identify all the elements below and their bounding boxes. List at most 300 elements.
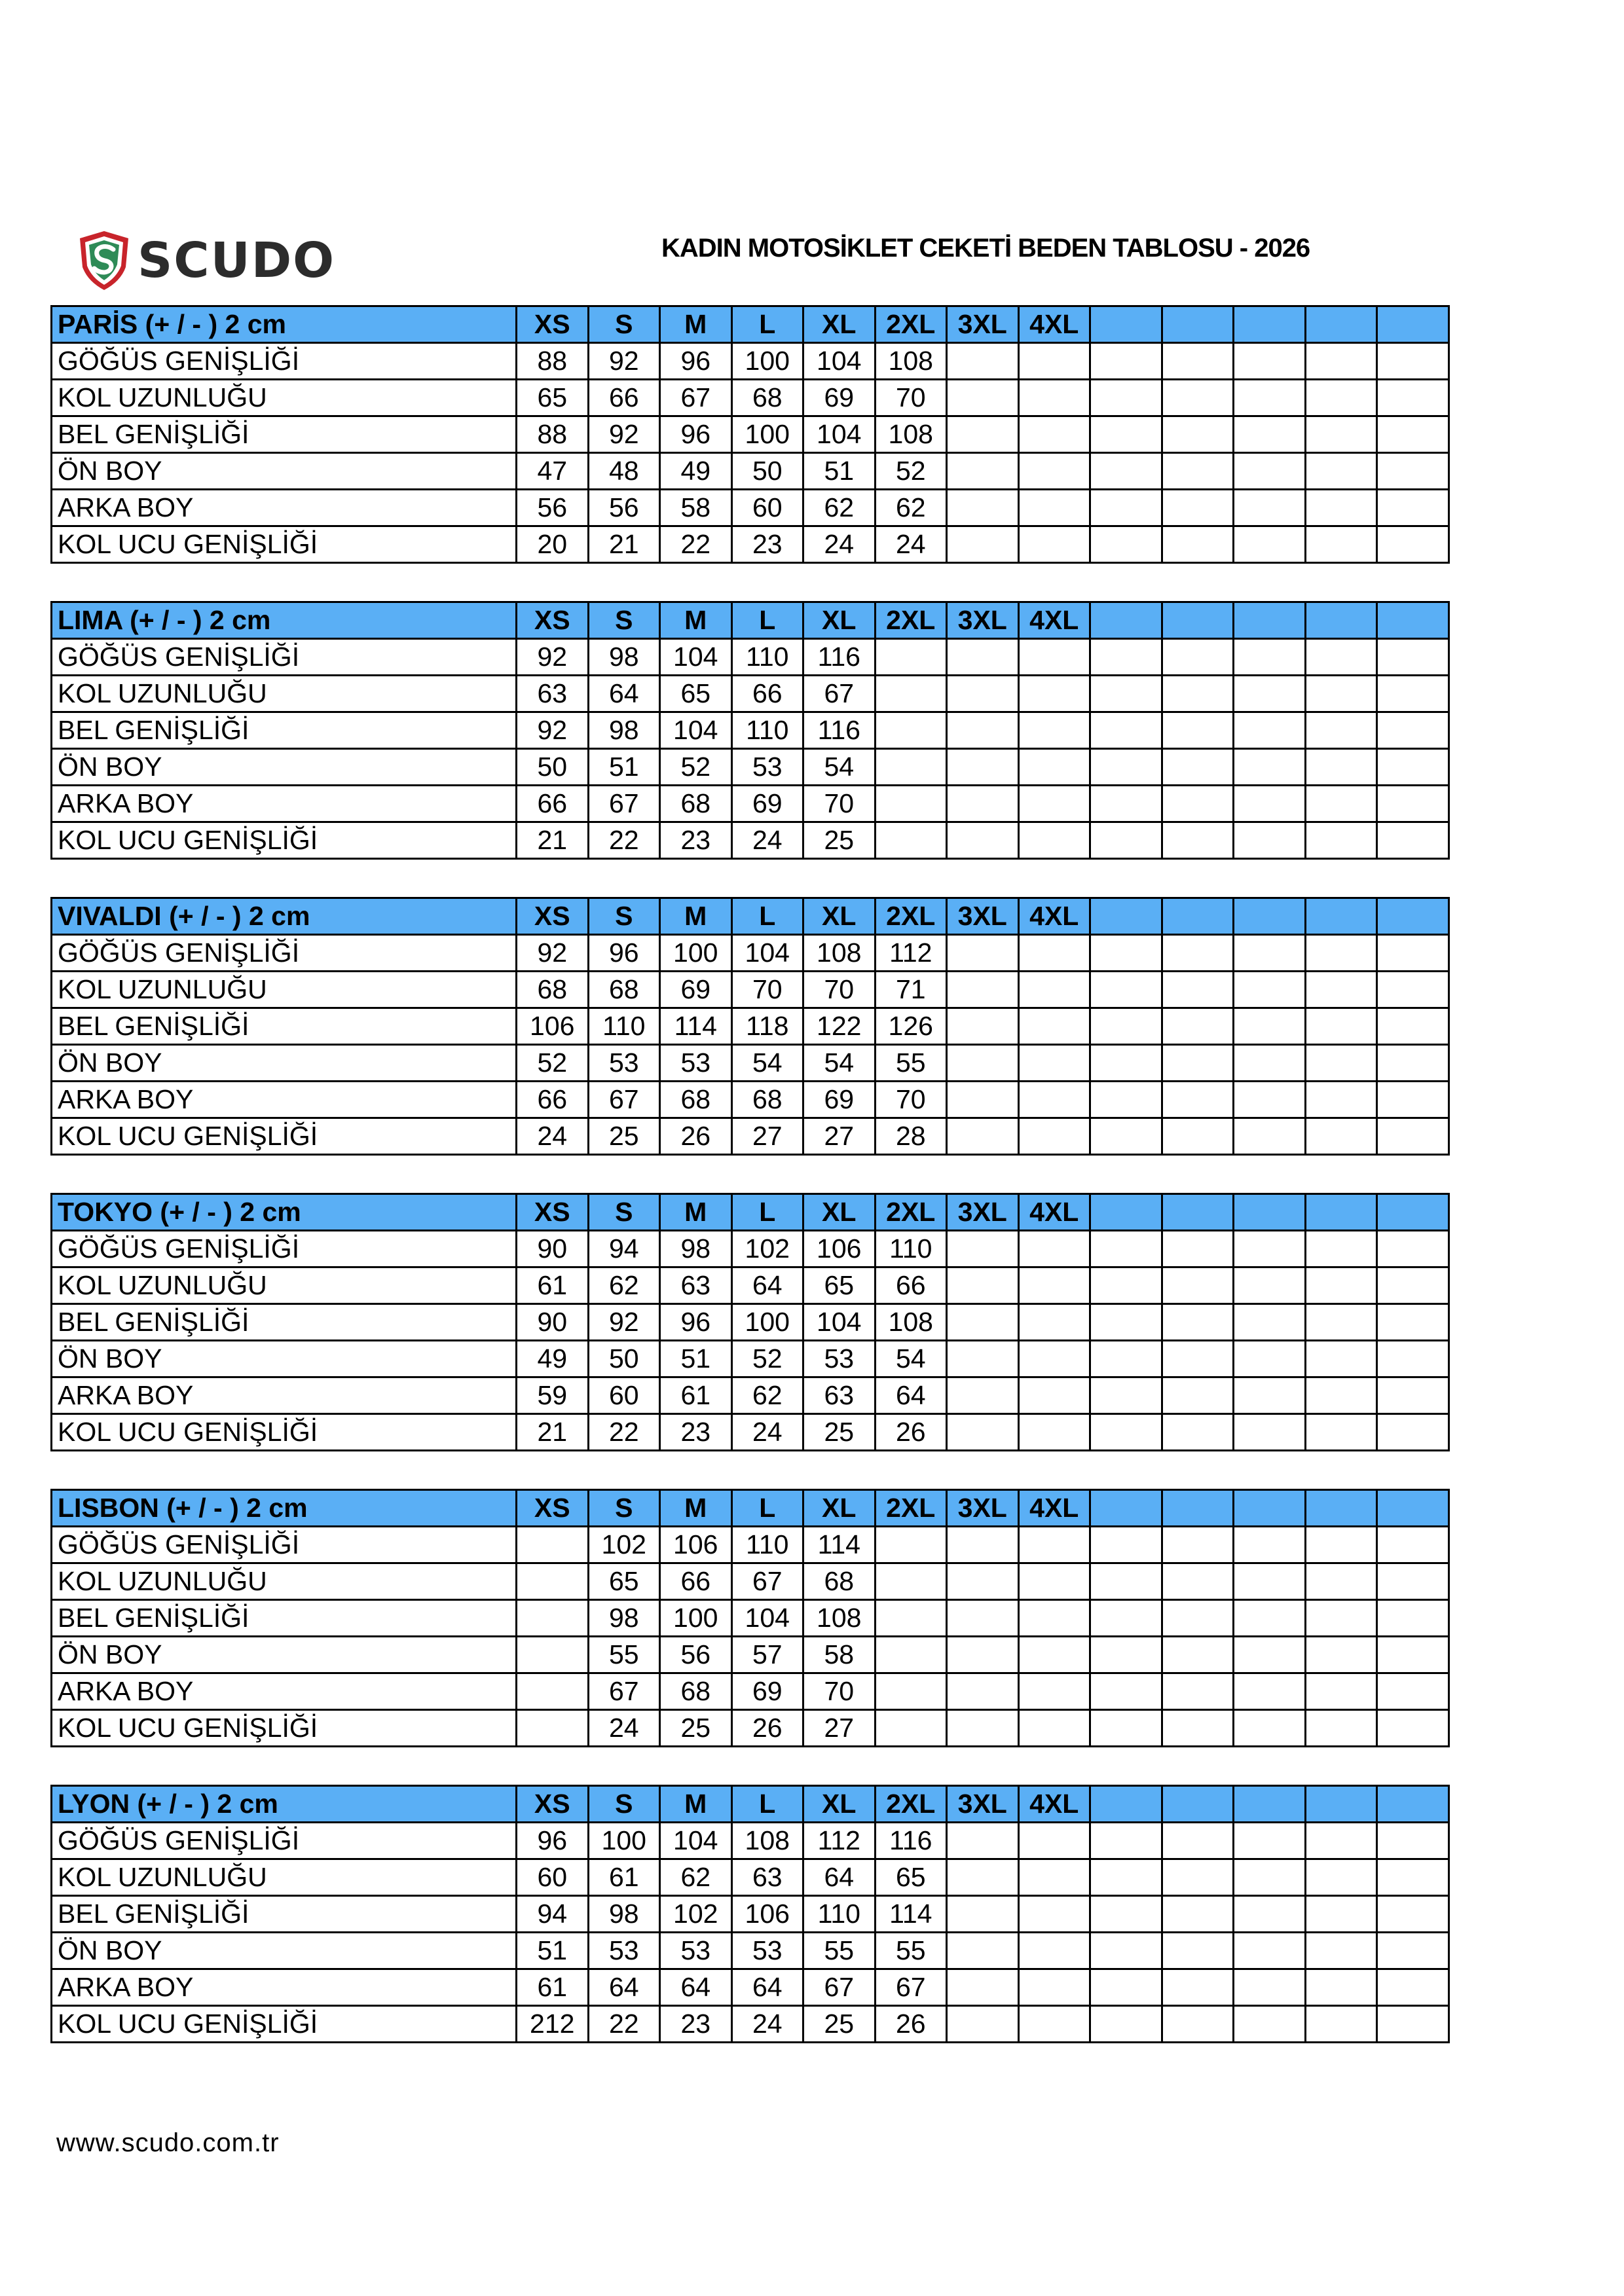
measurement-value: 69: [731, 1673, 803, 1710]
measurement-value: 104: [731, 935, 803, 972]
measurement-value: [1162, 1823, 1234, 1859]
measurement-value: 70: [803, 1673, 876, 1710]
size-header: S: [588, 1490, 660, 1527]
measurement-value: 104: [660, 1823, 732, 1859]
size-header: M: [660, 898, 732, 935]
table-row: [52, 1267, 1449, 1304]
measurement-value: 62: [731, 1377, 803, 1414]
size-header: [1162, 602, 1234, 639]
measurement-value: [875, 639, 947, 676]
measurement-label: KOL UCU GENİŞLİĞİ: [52, 1414, 517, 1451]
measurement-value: [1090, 1527, 1162, 1563]
measurement-value: 67: [803, 676, 876, 712]
measurement-value: [1018, 1859, 1090, 1896]
measurement-value: [1018, 972, 1090, 1008]
measurement-value: [947, 1008, 1019, 1045]
measurement-value: 53: [731, 1933, 803, 1969]
measurement-value: 24: [731, 822, 803, 859]
measurement-value: 49: [660, 453, 732, 490]
table-row: [52, 1710, 1449, 1747]
measurement-value: [947, 1231, 1019, 1267]
measurement-value: [947, 416, 1019, 453]
measurement-value: [1377, 1377, 1449, 1414]
measurement-value: [1305, 1304, 1377, 1341]
measurement-value: [1377, 1527, 1449, 1563]
measurement-value: 67: [731, 1563, 803, 1600]
measurement-value: 66: [660, 1563, 732, 1600]
measurement-value: [517, 1673, 589, 1710]
measurement-value: [1305, 1969, 1377, 2006]
measurement-value: [1305, 1341, 1377, 1377]
measurement-value: [1162, 1045, 1234, 1082]
size-header: 3XL: [947, 898, 1019, 935]
measurement-value: [1018, 712, 1090, 749]
measurement-value: 68: [731, 1082, 803, 1118]
measurement-value: 67: [803, 1969, 876, 2006]
measurement-value: [1377, 749, 1449, 786]
measurement-value: [1305, 1527, 1377, 1563]
measurement-label: GÖĞÜS GENİŞLİĞİ: [52, 639, 517, 676]
measurement-value: [1162, 343, 1234, 380]
measurement-value: 26: [660, 1118, 732, 1155]
table-header-row: [52, 306, 1449, 343]
size-header: M: [660, 1490, 732, 1527]
measurement-value: [1305, 1673, 1377, 1710]
measurement-label: BEL GENİŞLİĞİ: [52, 712, 517, 749]
table-row: [52, 453, 1449, 490]
size-header: 4XL: [1018, 306, 1090, 343]
measurement-value: 94: [588, 1231, 660, 1267]
measurement-value: 68: [731, 380, 803, 416]
measurement-value: [1162, 1969, 1234, 2006]
measurement-value: [1090, 1859, 1162, 1896]
measurement-value: [1018, 1008, 1090, 1045]
table-row: [52, 1231, 1449, 1267]
measurement-value: 50: [588, 1341, 660, 1377]
measurement-value: [1090, 1896, 1162, 1933]
measurement-value: [1090, 343, 1162, 380]
size-table: [50, 601, 1450, 860]
size-header: L: [731, 1194, 803, 1231]
measurement-value: [947, 343, 1019, 380]
measurement-value: [1305, 712, 1377, 749]
measurement-value: 62: [803, 490, 876, 526]
measurement-value: 104: [803, 416, 876, 453]
size-header: 3XL: [947, 1786, 1019, 1823]
measurement-value: [1305, 1563, 1377, 1600]
table-row: [52, 1859, 1449, 1896]
measurement-value: [1305, 1637, 1377, 1673]
measurement-value: [1377, 1637, 1449, 1673]
measurement-value: 66: [517, 786, 589, 822]
measurement-value: 51: [517, 1933, 589, 1969]
size-header: XS: [517, 306, 589, 343]
measurement-value: [1162, 1710, 1234, 1747]
size-header: XL: [803, 1490, 876, 1527]
size-header: [1377, 602, 1449, 639]
measurement-value: [875, 786, 947, 822]
table-row: [52, 972, 1449, 1008]
measurement-value: 27: [803, 1118, 876, 1155]
measurement-value: [1162, 749, 1234, 786]
measurement-label: BEL GENİŞLİĞİ: [52, 1600, 517, 1637]
size-header: 3XL: [947, 1194, 1019, 1231]
size-header: [1305, 898, 1377, 935]
size-header: 4XL: [1018, 1490, 1090, 1527]
measurement-value: [1305, 1377, 1377, 1414]
size-header: [1234, 1194, 1306, 1231]
measurement-label: GÖĞÜS GENİŞLİĞİ: [52, 935, 517, 972]
measurement-value: [1090, 1637, 1162, 1673]
measurement-label: ARKA BOY: [52, 1673, 517, 1710]
measurement-value: 52: [660, 749, 732, 786]
measurement-value: [1305, 1823, 1377, 1859]
size-header: 2XL: [875, 1490, 947, 1527]
measurement-value: [1090, 380, 1162, 416]
size-header: L: [731, 1490, 803, 1527]
measurement-value: [517, 1527, 589, 1563]
measurement-value: 92: [588, 343, 660, 380]
measurement-value: [947, 1118, 1019, 1155]
measurement-value: 23: [660, 1414, 732, 1451]
measurement-value: [1377, 1859, 1449, 1896]
measurement-value: [1018, 822, 1090, 859]
measurement-value: 114: [803, 1527, 876, 1563]
measurement-value: [1090, 786, 1162, 822]
measurement-value: [1090, 1563, 1162, 1600]
measurement-value: [1090, 972, 1162, 1008]
measurement-value: [875, 749, 947, 786]
measurement-label: KOL UCU GENİŞLİĞİ: [52, 1710, 517, 1747]
measurement-value: [947, 676, 1019, 712]
measurement-value: [1234, 1600, 1306, 1637]
measurement-value: 57: [731, 1637, 803, 1673]
measurement-value: 66: [588, 380, 660, 416]
measurement-value: [1162, 712, 1234, 749]
measurement-value: [1377, 1414, 1449, 1451]
measurement-value: 61: [660, 1377, 732, 1414]
measurement-value: 21: [588, 526, 660, 563]
size-header: XL: [803, 306, 876, 343]
measurement-value: 110: [731, 1527, 803, 1563]
measurement-value: 58: [660, 490, 732, 526]
measurement-label: ARKA BOY: [52, 1377, 517, 1414]
measurement-value: [1018, 935, 1090, 972]
measurement-value: 52: [517, 1045, 589, 1082]
measurement-value: [1018, 1969, 1090, 2006]
measurement-value: [875, 1710, 947, 1747]
measurement-value: 55: [875, 1933, 947, 1969]
measurement-value: 64: [588, 676, 660, 712]
measurement-value: 23: [660, 822, 732, 859]
measurement-value: [1162, 1008, 1234, 1045]
measurement-value: 116: [803, 639, 876, 676]
measurement-value: [1090, 1414, 1162, 1451]
size-header: L: [731, 1786, 803, 1823]
measurement-value: [1018, 1231, 1090, 1267]
measurement-value: [1305, 526, 1377, 563]
measurement-value: [1305, 1231, 1377, 1267]
table-row: [52, 1563, 1449, 1600]
size-header: [1305, 1194, 1377, 1231]
measurement-value: 104: [660, 639, 732, 676]
measurement-value: 122: [803, 1008, 876, 1045]
measurement-value: [1305, 380, 1377, 416]
measurement-label: KOL UCU GENİŞLİĞİ: [52, 1118, 517, 1155]
measurement-label: ÖN BOY: [52, 1341, 517, 1377]
measurement-value: [1305, 1710, 1377, 1747]
measurement-value: [1090, 935, 1162, 972]
measurement-value: 94: [517, 1896, 589, 1933]
measurement-value: [947, 1045, 1019, 1082]
table-row: [52, 1341, 1449, 1377]
measurement-value: 25: [803, 822, 876, 859]
measurement-label: GÖĞÜS GENİŞLİĞİ: [52, 1823, 517, 1859]
measurement-value: 67: [588, 1673, 660, 1710]
measurement-value: 108: [803, 1600, 876, 1637]
measurement-value: 67: [660, 380, 732, 416]
measurement-value: [1162, 1527, 1234, 1563]
measurement-value: 63: [731, 1859, 803, 1896]
measurement-value: 118: [731, 1008, 803, 1045]
measurement-value: [1018, 343, 1090, 380]
measurement-value: [1234, 1673, 1306, 1710]
table-row: [52, 1377, 1449, 1414]
measurement-value: [947, 1600, 1019, 1637]
measurement-value: [1377, 453, 1449, 490]
size-header: [1090, 1490, 1162, 1527]
measurement-value: [1234, 1304, 1306, 1341]
table-row: [52, 1673, 1449, 1710]
measurement-value: 25: [803, 2006, 876, 2043]
measurement-label: KOL UZUNLUĞU: [52, 380, 517, 416]
model-name: LISBON (+ / - ) 2 cm: [52, 1490, 517, 1527]
measurement-value: [875, 1637, 947, 1673]
measurement-value: 64: [803, 1859, 876, 1896]
measurement-value: [875, 676, 947, 712]
measurement-value: [1234, 416, 1306, 453]
table-row: [52, 2006, 1449, 2043]
measurement-value: [1377, 822, 1449, 859]
size-header: XL: [803, 602, 876, 639]
size-header: [1090, 898, 1162, 935]
table-header-row: [52, 602, 1449, 639]
measurement-value: [947, 490, 1019, 526]
measurement-value: [1234, 1231, 1306, 1267]
measurement-value: [1162, 1118, 1234, 1155]
measurement-value: [1377, 1341, 1449, 1377]
measurement-value: [1162, 972, 1234, 1008]
measurement-value: [1090, 453, 1162, 490]
measurement-value: [947, 380, 1019, 416]
measurement-value: 68: [803, 1563, 876, 1600]
measurement-value: [1377, 676, 1449, 712]
size-header: [1234, 898, 1306, 935]
measurement-label: GÖĞÜS GENİŞLİĞİ: [52, 1231, 517, 1267]
measurement-value: 25: [803, 1414, 876, 1451]
measurement-value: [517, 1710, 589, 1747]
measurement-value: 106: [803, 1231, 876, 1267]
measurement-value: 69: [660, 972, 732, 1008]
measurement-value: [1305, 822, 1377, 859]
measurement-value: [1305, 935, 1377, 972]
measurement-label: ÖN BOY: [52, 1637, 517, 1673]
measurement-value: 90: [517, 1231, 589, 1267]
measurement-value: 71: [875, 972, 947, 1008]
measurement-value: 70: [875, 1082, 947, 1118]
measurement-value: 108: [803, 935, 876, 972]
table-row: [52, 1823, 1449, 1859]
measurement-value: [1305, 639, 1377, 676]
measurement-value: [1018, 676, 1090, 712]
measurement-value: 22: [588, 2006, 660, 2043]
model-name: VIVALDI (+ / - ) 2 cm: [52, 898, 517, 935]
measurement-value: 52: [875, 453, 947, 490]
measurement-label: KOL UCU GENİŞLİĞİ: [52, 822, 517, 859]
measurement-value: [1377, 343, 1449, 380]
size-header: L: [731, 898, 803, 935]
measurement-value: 96: [517, 1823, 589, 1859]
measurement-value: 65: [588, 1563, 660, 1600]
measurement-value: [1305, 1933, 1377, 1969]
measurement-value: [1305, 1008, 1377, 1045]
measurement-value: 100: [731, 343, 803, 380]
measurement-value: [1090, 416, 1162, 453]
measurement-value: [947, 712, 1019, 749]
measurement-value: [1234, 749, 1306, 786]
measurement-value: [1305, 1896, 1377, 1933]
measurement-value: [1090, 749, 1162, 786]
measurement-value: 25: [660, 1710, 732, 1747]
measurement-value: [1234, 1637, 1306, 1673]
measurement-value: 49: [517, 1341, 589, 1377]
measurement-value: 100: [588, 1823, 660, 1859]
measurement-value: [1377, 1673, 1449, 1710]
measurement-value: [875, 1600, 947, 1637]
measurement-value: [1018, 490, 1090, 526]
measurement-value: [1018, 1377, 1090, 1414]
table-header-row: [52, 1194, 1449, 1231]
measurement-value: [947, 1527, 1019, 1563]
measurement-value: [1018, 1600, 1090, 1637]
measurement-value: [1234, 1896, 1306, 1933]
table-row: [52, 416, 1449, 453]
size-table: [50, 1193, 1450, 1451]
measurement-value: 22: [660, 526, 732, 563]
size-header: [1162, 306, 1234, 343]
measurement-value: 68: [660, 1673, 732, 1710]
size-header: [1162, 1786, 1234, 1823]
measurement-value: 68: [588, 972, 660, 1008]
measurement-value: 61: [517, 1267, 589, 1304]
size-header: XL: [803, 898, 876, 935]
size-header: [1305, 1786, 1377, 1823]
size-header: XL: [803, 1786, 876, 1823]
measurement-value: 126: [875, 1008, 947, 1045]
measurement-label: KOL UZUNLUĞU: [52, 1859, 517, 1896]
size-header: S: [588, 602, 660, 639]
measurement-value: 67: [588, 1082, 660, 1118]
measurement-value: [1162, 1563, 1234, 1600]
measurement-value: [1162, 1267, 1234, 1304]
measurement-value: 64: [660, 1969, 732, 2006]
table-row: [52, 526, 1449, 563]
measurement-value: 63: [660, 1267, 732, 1304]
measurement-value: [1162, 676, 1234, 712]
measurement-value: 22: [588, 1414, 660, 1451]
size-tables: [50, 305, 1447, 2043]
measurement-value: [1018, 1823, 1090, 1859]
measurement-label: ARKA BOY: [52, 1082, 517, 1118]
size-header: [1090, 306, 1162, 343]
measurement-value: [1377, 2006, 1449, 2043]
table-row: [52, 1896, 1449, 1933]
table-row: [52, 1045, 1449, 1082]
measurement-value: 25: [588, 1118, 660, 1155]
table-header-row: [52, 898, 1449, 935]
measurement-value: 21: [517, 1414, 589, 1451]
measurement-value: 64: [875, 1377, 947, 1414]
size-header: [1090, 1194, 1162, 1231]
measurement-value: 53: [660, 1045, 732, 1082]
measurement-value: [1018, 1637, 1090, 1673]
measurement-value: [1234, 1377, 1306, 1414]
size-header: S: [588, 1786, 660, 1823]
measurement-label: GÖĞÜS GENİŞLİĞİ: [52, 1527, 517, 1563]
measurement-value: 70: [875, 380, 947, 416]
table-row: [52, 490, 1449, 526]
measurement-value: [1090, 1673, 1162, 1710]
measurement-value: 64: [731, 1267, 803, 1304]
measurement-value: [947, 1637, 1019, 1673]
measurement-value: [947, 639, 1019, 676]
measurement-value: 92: [517, 935, 589, 972]
measurement-value: [1162, 1600, 1234, 1637]
measurement-label: KOL UCU GENİŞLİĞİ: [52, 2006, 517, 2043]
measurement-value: 51: [588, 749, 660, 786]
measurement-value: [947, 1304, 1019, 1341]
measurement-value: [1162, 1673, 1234, 1710]
measurement-value: [1018, 453, 1090, 490]
measurement-value: [1018, 1563, 1090, 1600]
measurement-value: [1090, 490, 1162, 526]
website-link[interactable]: www.scudo.com.tr: [56, 2128, 280, 2157]
measurement-value: 112: [803, 1823, 876, 1859]
measurement-value: [1090, 1231, 1162, 1267]
measurement-value: 28: [875, 1118, 947, 1155]
measurement-value: 64: [588, 1969, 660, 2006]
measurement-value: 98: [588, 639, 660, 676]
model-name: LIMA (+ / - ) 2 cm: [52, 602, 517, 639]
size-table: [50, 897, 1450, 1156]
measurement-value: [1377, 1082, 1449, 1118]
measurement-value: [947, 1341, 1019, 1377]
measurement-value: [1377, 639, 1449, 676]
measurement-value: 27: [731, 1118, 803, 1155]
measurement-value: 58: [803, 1637, 876, 1673]
measurement-label: ARKA BOY: [52, 1969, 517, 2006]
table-header-row: [52, 1786, 1449, 1823]
measurement-value: [1090, 1969, 1162, 2006]
size-header: XS: [517, 1194, 589, 1231]
measurement-value: 90: [517, 1304, 589, 1341]
measurement-value: 24: [875, 526, 947, 563]
table-row: [52, 1637, 1449, 1673]
measurement-value: 70: [803, 786, 876, 822]
measurement-value: [1090, 1710, 1162, 1747]
measurement-value: [1377, 1231, 1449, 1267]
measurement-value: [1090, 822, 1162, 859]
